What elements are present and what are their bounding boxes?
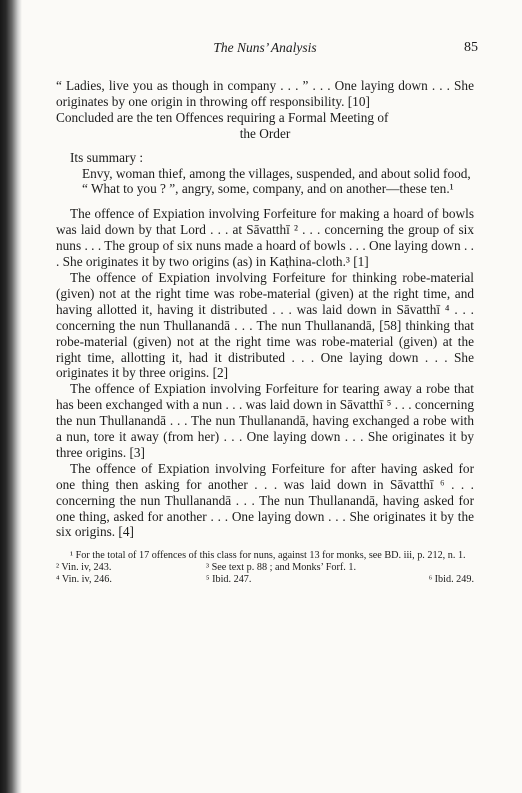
spacer: [56, 197, 474, 206]
page-number: 85: [464, 40, 478, 55]
footnote-3: ³ See text p. 88 ; and Monks’ Forf. 1.: [206, 561, 357, 573]
concluded-line: Concluded are the ten Offences requiring a Formal Meeting of: [56, 109, 389, 125]
paragraph-offence-1: The offence of Expiation involving Forfeiture for making a hoard of bowls was laid down by that Lord . . . at Sāvatthī ² . . . concerning the group of six nuns . . . The group of six nuns made a hoard of bowls . . . One laying down . . . She originates it by two origins (as) in Kaṭhina-cloth.³ [1]: [56, 206, 474, 270]
footnote-2: ² Vin. iv, 243.: [56, 561, 112, 573]
footnote-4: ⁴ Vin. iv, 246.: [56, 573, 112, 585]
running-head: The Nuns’ Analysis: [213, 40, 317, 55]
summary-heading: Its summary :: [70, 149, 144, 165]
book-page: [56, 40, 478, 585]
concluded-line-order: the Order: [239, 125, 291, 141]
summary-verse-2: “ What to you ? ”, angry, some, company, and on another—these ten.¹: [82, 181, 454, 197]
page-header: [56, 40, 478, 60]
summary-verse-1: Envy, woman thief, among the villages, suspended, and about solid food,: [82, 165, 471, 181]
book-spine-shadow: [0, 0, 22, 793]
summary-block: [70, 150, 474, 198]
footnote-5: ⁵ Ibid. 247.: [206, 573, 252, 585]
footnote-6: ⁶ Ibid. 249.: [428, 573, 474, 585]
footnote-row-2: [56, 574, 474, 586]
paragraph-ladies: “ Ladies, live you as though in company . . . ” . . . One laying down . . . She originates by one origin in throwing off responsibility. [10]: [56, 78, 474, 109]
footnote-row-1: [56, 562, 474, 574]
paragraph-offence-4: The offence of Expiation involving Forfeiture for after having asked for one thing then asking for another . . . was laid down in Sāvatthī ⁶ . . . concerning the nun Thullanandā . . . The nun Thullanandā, having asked for one thing, asked for another . . . One laying down . . . She originates it by the six origins. [4]: [56, 460, 474, 540]
paragraph-offence-2: The offence of Expiation involving Forfeiture for thinking robe-material (given) not at the right time was robe-material (given) at the right time, and having allotted it, having it distributed . . . was laid down in Sāvatthī ⁴ . . . concerning the nun Thullanandā . . . The nun Thullanandā, [58] thinking that robe-material (given) not at the right time was robe-material (given) at the right time, allotting it, had it distributed . . . One laying down . . . She originates it by three origins. [2]: [56, 269, 474, 381]
footnotes: [56, 550, 474, 585]
paragraph-offence-3: The offence of Expiation involving Forfeiture for tearing away a robe that has been exchanged with a nun . . . was laid down in Sāvatthī ⁵ . . . concerning the nun Thullanandā . . . The nun Thullanandā, having exchanged a robe with a nun, tore it away (from her) . . . One laying down . . . She originates it by three origins. [3]: [56, 381, 474, 460]
footnote-1: ¹ For the total of 17 offences of this class for nuns, against 13 for monks, see BD. iii, p. 212, n. 1.: [70, 550, 466, 562]
